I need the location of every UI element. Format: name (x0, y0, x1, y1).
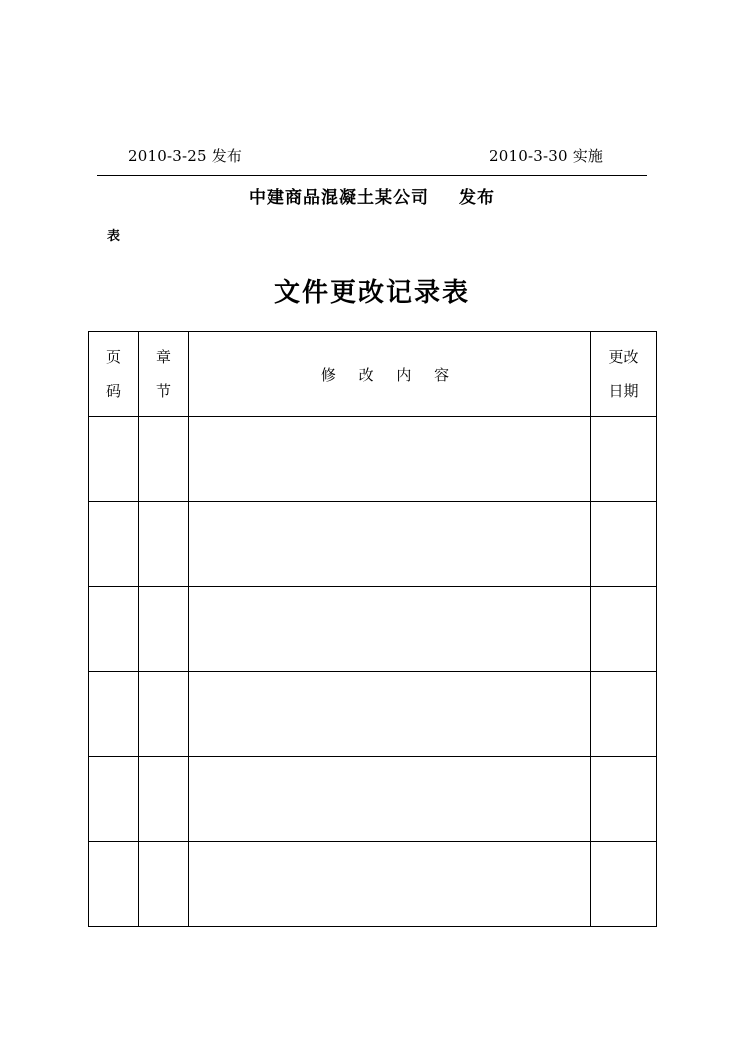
cell-change-date (591, 757, 657, 842)
cell-change-date (591, 587, 657, 672)
header-page-number-line1: 页 (105, 348, 121, 366)
table-row (89, 842, 657, 927)
cell-section (139, 842, 189, 927)
table-row (89, 757, 657, 842)
issuer-name: 中建商品混凝土某公司 (249, 188, 429, 208)
issuer-line (0, 183, 744, 208)
form-label: 表 (107, 229, 121, 244)
cell-page-number (89, 757, 139, 842)
header-rule (97, 175, 647, 176)
header-section-line1: 章 (155, 348, 171, 366)
header-section (139, 332, 189, 417)
header-change-date-line2: 日期 (608, 382, 639, 400)
cell-change-content (189, 672, 591, 757)
header-section-line2: 节 (155, 382, 171, 400)
cell-page-number (89, 417, 139, 502)
header-change-date (591, 332, 657, 417)
cell-section (139, 417, 189, 502)
cell-change-content (189, 842, 591, 927)
cell-section (139, 757, 189, 842)
cell-change-date (591, 502, 657, 587)
cell-change-date (591, 842, 657, 927)
cell-page-number (89, 587, 139, 672)
cell-change-content (189, 417, 591, 502)
cell-change-date (591, 672, 657, 757)
cell-change-content (189, 587, 591, 672)
table-row (89, 417, 657, 502)
header-page-number (89, 332, 139, 417)
header-change-content (189, 332, 591, 417)
cell-change-content (189, 502, 591, 587)
publish-date: 2010-3-25 发布 (128, 147, 243, 165)
cell-page-number (89, 842, 139, 927)
document-title: 文件更改记录表 (273, 278, 470, 308)
cell-page-number (89, 502, 139, 587)
header-page-number-line2: 码 (105, 382, 121, 400)
change-record-table (88, 331, 657, 927)
table-row (89, 502, 657, 587)
issuer-action: 发布 (459, 188, 495, 208)
header-change-date-line1: 更改 (608, 348, 639, 366)
cell-section (139, 587, 189, 672)
cell-change-date (591, 417, 657, 502)
table-header-row (89, 332, 657, 417)
header-change-content-label: 修 改 内 容 (320, 365, 459, 384)
cell-section (139, 502, 189, 587)
table-row (89, 587, 657, 672)
cell-page-number (89, 672, 139, 757)
table-row (89, 672, 657, 757)
effective-date: 2010-3-30 实施 (489, 147, 604, 165)
cell-change-content (189, 757, 591, 842)
cell-section (139, 672, 189, 757)
